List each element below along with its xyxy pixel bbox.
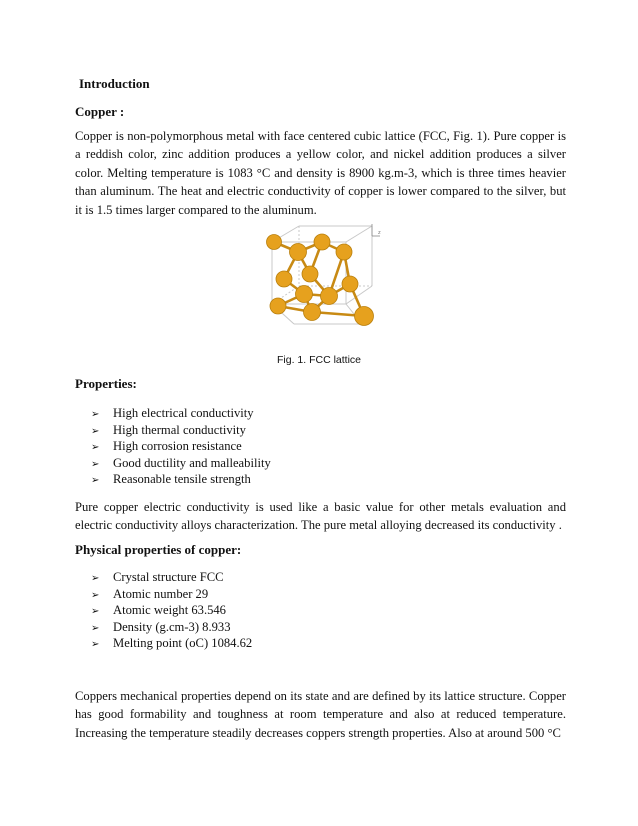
list-item: ➢ Melting point (oC) 1084.62 xyxy=(91,635,252,652)
arrowhead-bullet-icon: ➢ xyxy=(91,606,100,618)
list-item: ➢ High thermal conductivity xyxy=(91,422,271,439)
mechanical-paragraph: Coppers mechanical properties depend on its state and are defined by its lattice structure. Copper has good formability and toughness at room temperature and also at reduced temperature. Increasing the temperature steadily decreases coppers strength properties. Also at around 500 °C xyxy=(75,689,566,740)
list-item: ➢ Reasonable tensile strength xyxy=(91,471,271,488)
arrowhead-bullet-icon: ➢ xyxy=(91,425,100,437)
arrowhead-bullet-icon: ➢ xyxy=(91,589,100,601)
properties-heading: Properties: xyxy=(75,376,137,391)
conductivity-paragraph: Pure copper electric conductivity is used like a basic value for other metals evaluation and electric conductivity alloys characterization. The pure metal alloying decreased its conductivity . xyxy=(75,500,566,533)
list-item: ➢ Atomic number 29 xyxy=(91,586,252,603)
copper-paragraph: Copper is non-polymorphous metal with face centered cubic lattice (FCC, Fig. 1). Pure copper is a reddish color, zinc addition produces a yellow color, and nickel addition produces a silver color. Melting temperature is 1083 °C and density is 8900 kg.m-3, which is three times heavier than aluminum. The heat and electric conductivity of copper is lower compared to the silver, but it is 1.5 times larger compared to the aluminum. xyxy=(75,129,566,217)
atom xyxy=(355,307,374,326)
physical-properties-heading: Physical properties of copper: xyxy=(75,542,242,557)
figure-caption: Fig. 1. FCC lattice xyxy=(276,354,362,366)
atom xyxy=(296,286,313,303)
atom xyxy=(342,276,358,292)
arrowhead-bullet-icon: ➢ xyxy=(91,639,100,651)
atom xyxy=(336,244,352,260)
arrowhead-bullet-icon: ➢ xyxy=(91,573,100,584)
fcc-lattice-diagram xyxy=(264,224,389,342)
arrowhead-bullet-icon: ➢ xyxy=(91,442,100,454)
arrowhead-bullet-icon: ➢ xyxy=(91,458,100,470)
atom xyxy=(270,298,286,314)
introduction-heading: Introduction xyxy=(79,76,150,91)
atom xyxy=(321,288,338,305)
list-item: ➢ High electrical conductivity xyxy=(91,405,271,422)
arrowhead-bullet-icon: ➢ xyxy=(91,409,100,420)
fcc-lattice-figure xyxy=(264,224,389,342)
arrowhead-bullet-icon: ➢ xyxy=(91,622,100,634)
list-item: ➢ Density (g.cm-3) 8.933 xyxy=(91,619,252,636)
lattice-atoms xyxy=(267,234,374,326)
atom xyxy=(267,235,282,250)
physical-properties-list xyxy=(91,569,252,652)
axis-label: z xyxy=(378,230,381,236)
list-item: ➢ High corrosion resistance xyxy=(91,438,271,455)
properties-list xyxy=(91,405,271,488)
copper-heading: Copper : xyxy=(75,104,125,119)
list-item: ➢ Atomic weight 63.546 xyxy=(91,602,252,619)
list-item: ➢ Good ductility and malleability xyxy=(91,455,271,472)
atom xyxy=(314,234,330,250)
atom xyxy=(304,304,321,321)
atom xyxy=(302,266,318,282)
atom xyxy=(276,271,292,287)
arrowhead-bullet-icon: ➢ xyxy=(91,475,100,487)
list-item: ➢ Crystal structure FCC xyxy=(91,569,252,586)
atom xyxy=(290,244,307,261)
